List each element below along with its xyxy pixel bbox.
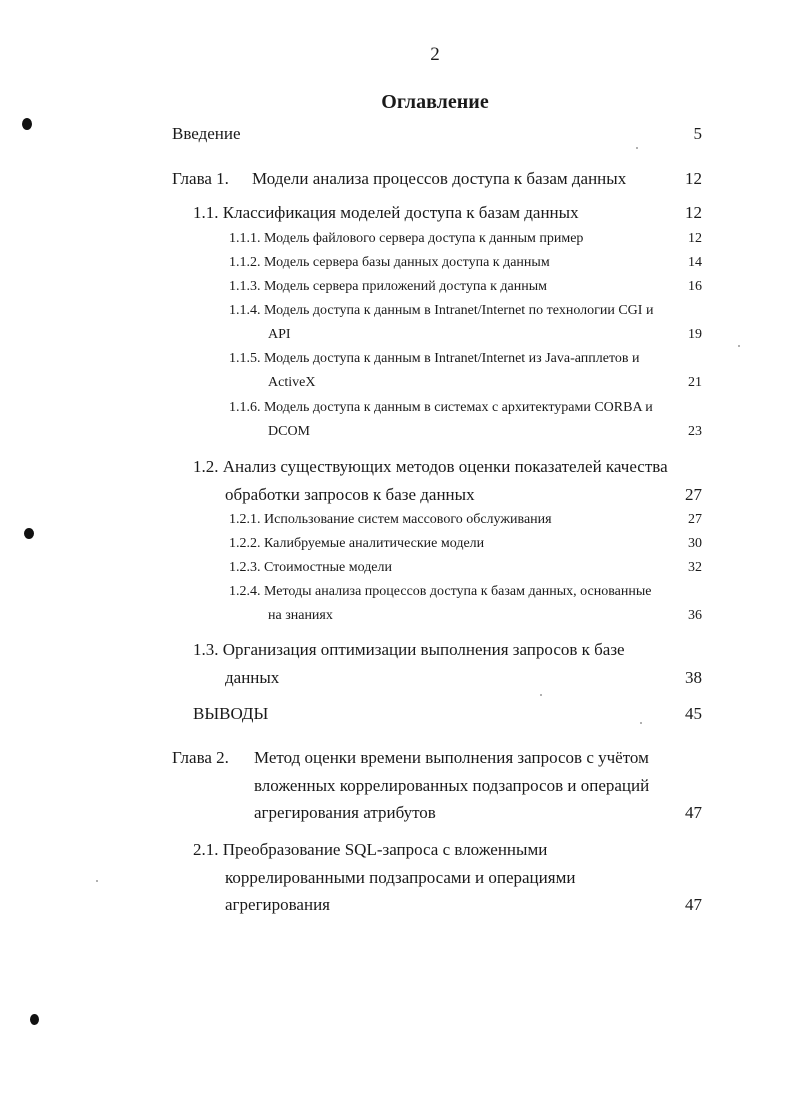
- toc-chapter2-title-cont2: агрегирования атрибутов: [254, 803, 436, 822]
- toc-subsection-1-1-4-cont: API: [268, 327, 291, 342]
- scan-mark-2: [24, 528, 34, 539]
- toc-page-chapter1: 12: [685, 169, 702, 188]
- scan-speck: [640, 722, 642, 724]
- scan-speck: [540, 694, 542, 696]
- scan-speck: [96, 880, 98, 882]
- toc-chapter2-number: Глава 2.: [172, 748, 229, 767]
- toc-page-1-1-3: 16: [688, 279, 702, 294]
- toc-chapter1-number: Глава 1.: [172, 169, 229, 188]
- toc-subsection-1-1-5-cont: ActiveX: [268, 375, 316, 390]
- toc-page-chapter2: 47: [685, 803, 702, 822]
- toc-subsection-1-2-4: 1.2.4. Методы анализа процессов доступа к базам данных, основанные: [229, 584, 652, 599]
- toc-page-1-2-3: 32: [688, 560, 702, 575]
- scan-mark-1: [22, 118, 32, 130]
- toc-page-1-1-4: 19: [688, 327, 702, 342]
- toc-subsection-1-2-2: 1.2.2. Калибруемые аналитические модели: [229, 536, 485, 551]
- toc-section-1-1: 1.1. Классификация моделей доступа к базам данных: [193, 203, 579, 222]
- toc-section-2-1-cont: коррелированными подзапросами и операциями: [225, 868, 576, 887]
- toc-section-1-3: 1.3. Организация оптимизации выполнения запросов к базе: [193, 640, 625, 659]
- toc-chapter2-title: Метод оценки времени выполнения запросов с учётом: [254, 748, 649, 767]
- toc-section-2-1: 2.1. Преобразование SQL-запроса с вложенными: [193, 840, 548, 859]
- toc-page-1-2-2: 30: [688, 536, 702, 551]
- toc-section-1-2: 1.2. Анализ существующих методов оценки показателей качества: [193, 457, 668, 476]
- toc-subsection-1-1-4: 1.1.4. Модель доступа к данным в Intranet/Internet по технологии CGI и: [229, 303, 654, 318]
- toc-section-1-2-cont: обработки запросов к базе данных: [225, 485, 475, 504]
- scan-speck: [636, 147, 638, 149]
- toc-chapter2-title-cont: вложенных коррелированных подзапросов и операций: [254, 776, 650, 795]
- toc-page-intro: 5: [693, 124, 702, 143]
- toc-subsection-1-1-5: 1.1.5. Модель доступа к данным в Intranet/Internet из Java-апплетов и: [229, 351, 640, 366]
- toc-subsection-1-2-1: 1.2.1. Использование систем массового обслуживания: [229, 512, 552, 527]
- toc-subsection-1-2-3: 1.2.3. Стоимостные модели: [229, 560, 393, 575]
- toc-page-1-2-4: 36: [688, 608, 702, 623]
- toc-section-1-3-cont: данных: [225, 668, 280, 687]
- toc-page-1-2: 27: [685, 485, 702, 504]
- toc-page-conclusions: 45: [685, 704, 702, 723]
- page-number: 2: [430, 44, 440, 65]
- toc-page-1-1: 12: [685, 203, 702, 222]
- toc-entry-intro: Введение: [172, 124, 241, 143]
- toc-subsection-1-1-3: 1.1.3. Модель сервера приложений доступа к данным: [229, 279, 547, 294]
- toc-subsection-1-2-4-cont: на знаниях: [268, 608, 333, 623]
- toc-page-1-1-6: 23: [688, 424, 702, 439]
- scan-mark-3: [30, 1014, 39, 1025]
- toc-page-1-1-2: 14: [688, 255, 702, 270]
- toc-subsection-1-1-2: 1.1.2. Модель сервера базы данных доступа к данным: [229, 255, 550, 270]
- toc-subsection-1-1-1: 1.1.1. Модель файлового сервера доступа к данным пример: [229, 231, 584, 246]
- scan-speck: [738, 345, 740, 347]
- page-title: Оглавление: [381, 91, 489, 113]
- toc-conclusions: ВЫВОДЫ: [193, 704, 269, 723]
- toc-page-1-3: 38: [685, 668, 702, 687]
- toc-subsection-1-1-6: 1.1.6. Модель доступа к данным в системах с архитектурами CORBA и: [229, 400, 653, 415]
- toc-page-2-1: 47: [685, 895, 702, 914]
- toc-page-1-1-1: 12: [688, 231, 702, 246]
- toc-subsection-1-1-6-cont: DCOM: [268, 424, 311, 439]
- toc-chapter1-title: Модели анализа процессов доступа к базам данных: [252, 169, 627, 188]
- toc-page-1-2-1: 27: [688, 512, 702, 527]
- toc-page-1-1-5: 21: [688, 375, 702, 390]
- toc-section-2-1-cont2: агрегирования: [225, 895, 330, 914]
